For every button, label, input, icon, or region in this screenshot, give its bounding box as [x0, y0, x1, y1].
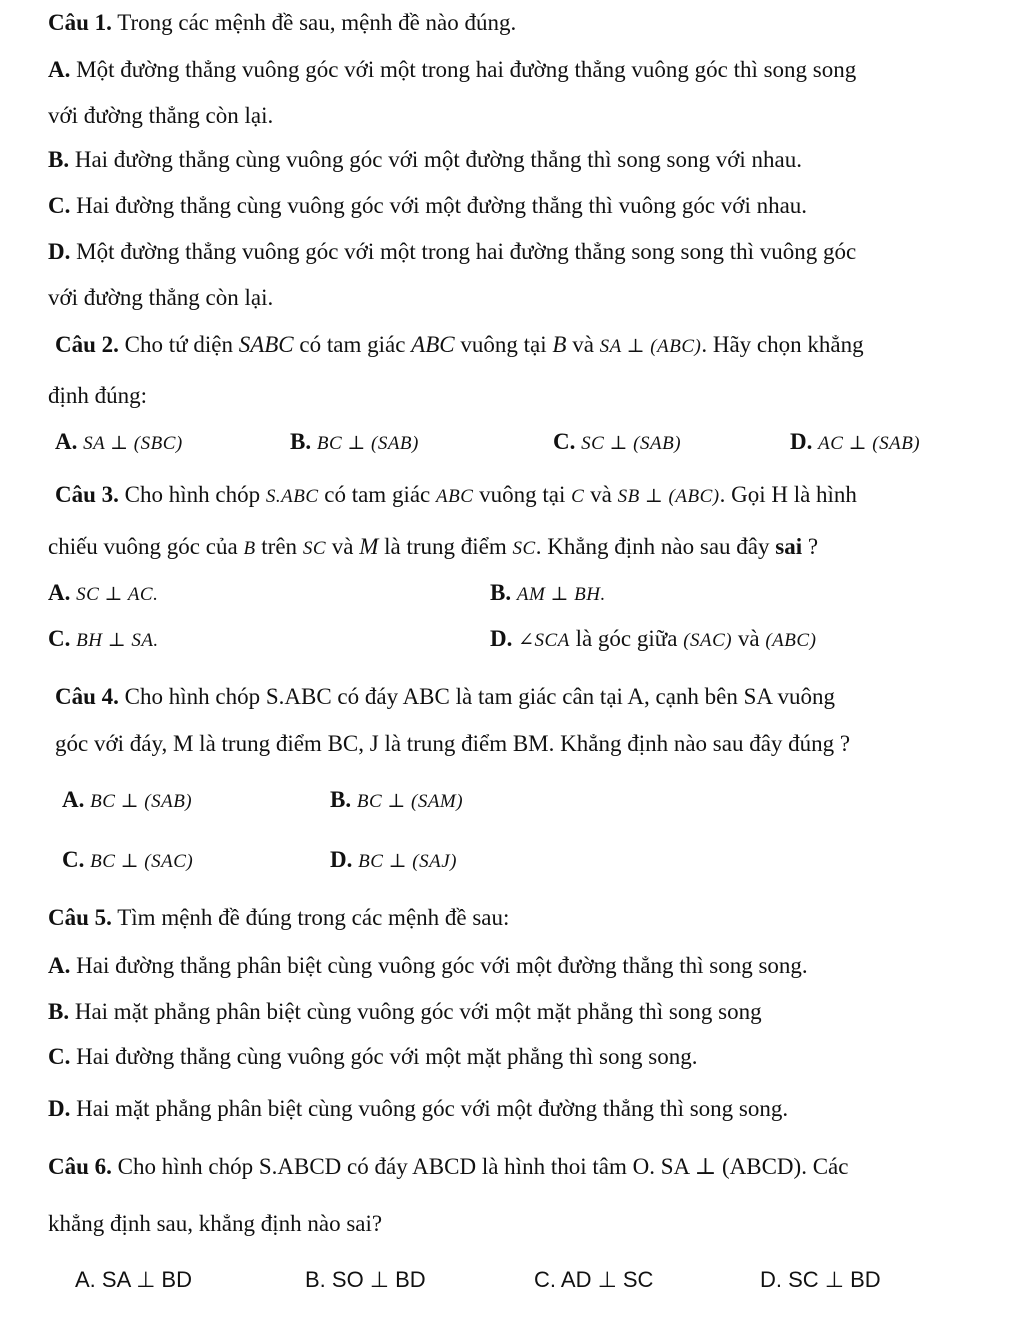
q6-option-a: A. SA ⊥ BD	[75, 1267, 192, 1292]
text: . Gọi H là hình	[719, 482, 857, 507]
option-label: C.	[48, 626, 71, 651]
text: . Khẳng định nào sau đây	[535, 534, 776, 559]
math: B	[243, 538, 256, 559]
math: SABC	[238, 332, 294, 357]
option-label: A.	[48, 580, 71, 605]
q1-option-a-continued	[48, 101, 273, 131]
q1-option-b	[48, 145, 802, 175]
math: AM ⊥ BH.	[516, 584, 606, 605]
math: BC ⊥ (SAB)	[90, 791, 193, 812]
question-1-title	[48, 8, 516, 38]
math: ∠SCA	[518, 630, 570, 651]
question-6-title-continued	[48, 1209, 382, 1239]
text: và	[326, 534, 360, 559]
question-4-label: Câu 4.	[55, 684, 119, 709]
option-label: C.	[48, 1044, 71, 1069]
question-2-title	[55, 330, 864, 362]
math: ABC	[436, 486, 474, 507]
math: BH ⊥ SA.	[76, 630, 159, 651]
text: trên	[255, 534, 303, 559]
option-label: B.	[48, 999, 70, 1024]
text: vuông tại	[473, 482, 572, 507]
option-label: A.	[48, 57, 71, 82]
question-5-title	[48, 903, 509, 933]
math: (ABC)	[765, 630, 817, 651]
math: C	[571, 486, 585, 507]
option-label: C.	[48, 193, 71, 218]
option-text: Một đường thẳng vuông góc với một trong hai đường thẳng vuông góc thì song song	[70, 57, 857, 82]
option-label: D.	[48, 239, 71, 264]
text: có tam giác	[293, 332, 412, 357]
math: SC ⊥ AC.	[76, 584, 159, 605]
text: Cho hình chóp S.ABC có đáy ABC là tam giác cân tại A, cạnh bên SA vuông	[118, 684, 836, 709]
q3-option-c	[48, 624, 159, 656]
q6-option-c: C. AD ⊥ SC	[534, 1267, 654, 1292]
question-2-title-continued	[48, 381, 147, 411]
option-label: D.	[48, 1096, 71, 1121]
q6-option-b: B. SO ⊥ BD	[305, 1267, 426, 1292]
q5-option-c	[48, 1042, 697, 1072]
option-text: Hai mặt phẳng phân biệt cùng vuông góc với một đường thẳng thì song song.	[70, 1096, 789, 1121]
option-label: D.	[490, 626, 513, 651]
q4-option-a	[62, 785, 192, 817]
math: BC ⊥ (SAM)	[356, 791, 464, 812]
question-4-title	[55, 682, 835, 712]
text: . Hãy chọn khẳng	[701, 332, 864, 357]
q3-option-a	[48, 578, 158, 610]
text: là góc giữa	[569, 626, 684, 651]
option-text: Hai đường thẳng phân biệt cùng vuông góc với một đường thẳng thì song song.	[70, 953, 808, 978]
text: và	[566, 332, 600, 357]
option-label: C.	[553, 429, 576, 454]
q3-option-b	[490, 578, 606, 610]
text: định đúng:	[48, 383, 148, 408]
q4-option-c	[62, 845, 193, 877]
q2-option-c	[553, 427, 681, 459]
math: BC ⊥ (SAJ)	[358, 851, 457, 872]
q5-option-b	[48, 997, 762, 1027]
math: SC	[302, 538, 326, 559]
text: là trung điểm	[378, 534, 513, 559]
text: và	[732, 626, 766, 651]
text: Cho hình chóp S.ABCD có đáy ABCD là hình thoi tâm O. SA ⊥ (ABCD). Các	[111, 1154, 849, 1179]
math: (SAC)	[683, 630, 733, 651]
math: AC ⊥ (SAB)	[818, 433, 921, 454]
option-text: Hai mặt phẳng phân biệt cùng vuông góc với một mặt phẳng thì song song	[69, 999, 762, 1024]
question-5-label: Câu 5.	[48, 905, 112, 930]
text: Tìm mệnh đề đúng trong các mệnh đề sau:	[111, 905, 510, 930]
option-label: A.	[48, 953, 71, 978]
q5-option-d	[48, 1094, 788, 1124]
text: góc với đáy, M là trung điểm BC, J là trung điểm BM. Khẳng định nào sau đây đúng ?	[55, 731, 851, 756]
math: SA ⊥ (ABC)	[599, 336, 702, 357]
question-4-title-continued	[55, 729, 850, 759]
question-3-title-continued	[48, 532, 818, 564]
q1-option-a	[48, 55, 856, 85]
q1-option-d	[48, 237, 856, 267]
question-6-label: Câu 6.	[48, 1154, 112, 1179]
question-6-title	[48, 1152, 848, 1182]
math: BC ⊥ (SAB)	[316, 433, 419, 454]
question-1-text: Trong các mệnh đề sau, mệnh đề nào đúng.	[111, 10, 517, 35]
option-text: Hai đường thẳng cùng vuông góc với một mặt phẳng thì song song.	[70, 1044, 698, 1069]
option-label: D.	[330, 847, 353, 872]
math: S.ABC	[265, 486, 319, 507]
q5-option-a	[48, 951, 808, 981]
math: M	[359, 534, 379, 559]
option-label: B.	[490, 580, 512, 605]
text: và	[584, 482, 618, 507]
option-text: Hai đường thẳng cùng vuông góc với một đường thẳng thì vuông góc với nhau.	[70, 193, 808, 218]
text: vuông tại	[454, 332, 553, 357]
q2-option-b	[290, 427, 419, 459]
option-text: Hai đường thẳng cùng vuông góc với một đường thẳng thì song song với nhau.	[69, 147, 802, 172]
option-label: B.	[48, 147, 70, 172]
math: ABC	[411, 332, 455, 357]
math: SC ⊥ (SAB)	[581, 433, 682, 454]
option-label: B.	[330, 787, 352, 812]
emphasis: sai	[775, 534, 803, 559]
option-label: A.	[55, 429, 78, 454]
text: có tam giác	[318, 482, 437, 507]
q2-option-d	[790, 427, 920, 459]
q6-option-d: D. SC ⊥ BD	[760, 1267, 881, 1292]
option-text: Một đường thẳng vuông góc với một trong hai đường thẳng song song thì vuông góc	[70, 239, 857, 264]
text: Cho tứ diện	[118, 332, 239, 357]
option-label: D.	[790, 429, 813, 454]
option-label: A.	[62, 787, 85, 812]
option-text: với đường thẳng còn lại.	[48, 103, 274, 128]
option-text: với đường thẳng còn lại.	[48, 285, 274, 310]
text: khẳng định sau, khẳng định nào sai?	[48, 1211, 383, 1236]
question-2-label: Câu 2.	[55, 332, 119, 357]
math: SC	[512, 538, 536, 559]
math: SA ⊥ (SBC)	[83, 433, 183, 454]
question-3-label: Câu 3.	[55, 482, 119, 507]
text: chiếu vuông góc của	[48, 534, 244, 559]
text: ?	[802, 534, 819, 559]
q1-option-d-continued	[48, 283, 273, 313]
question-3-title	[55, 480, 857, 512]
q2-option-a	[55, 427, 183, 459]
option-label: B.	[290, 429, 312, 454]
q3-option-d	[490, 624, 816, 656]
math: B	[552, 332, 567, 357]
q4-option-d	[330, 845, 457, 877]
math: BC ⊥ (SAC)	[90, 851, 194, 872]
q1-option-c	[48, 191, 807, 221]
option-label: C.	[62, 847, 85, 872]
question-1-label: Câu 1.	[48, 10, 112, 35]
math: SB ⊥ (ABC)	[617, 486, 720, 507]
text: Cho hình chóp	[118, 482, 266, 507]
q4-option-b	[330, 785, 463, 817]
